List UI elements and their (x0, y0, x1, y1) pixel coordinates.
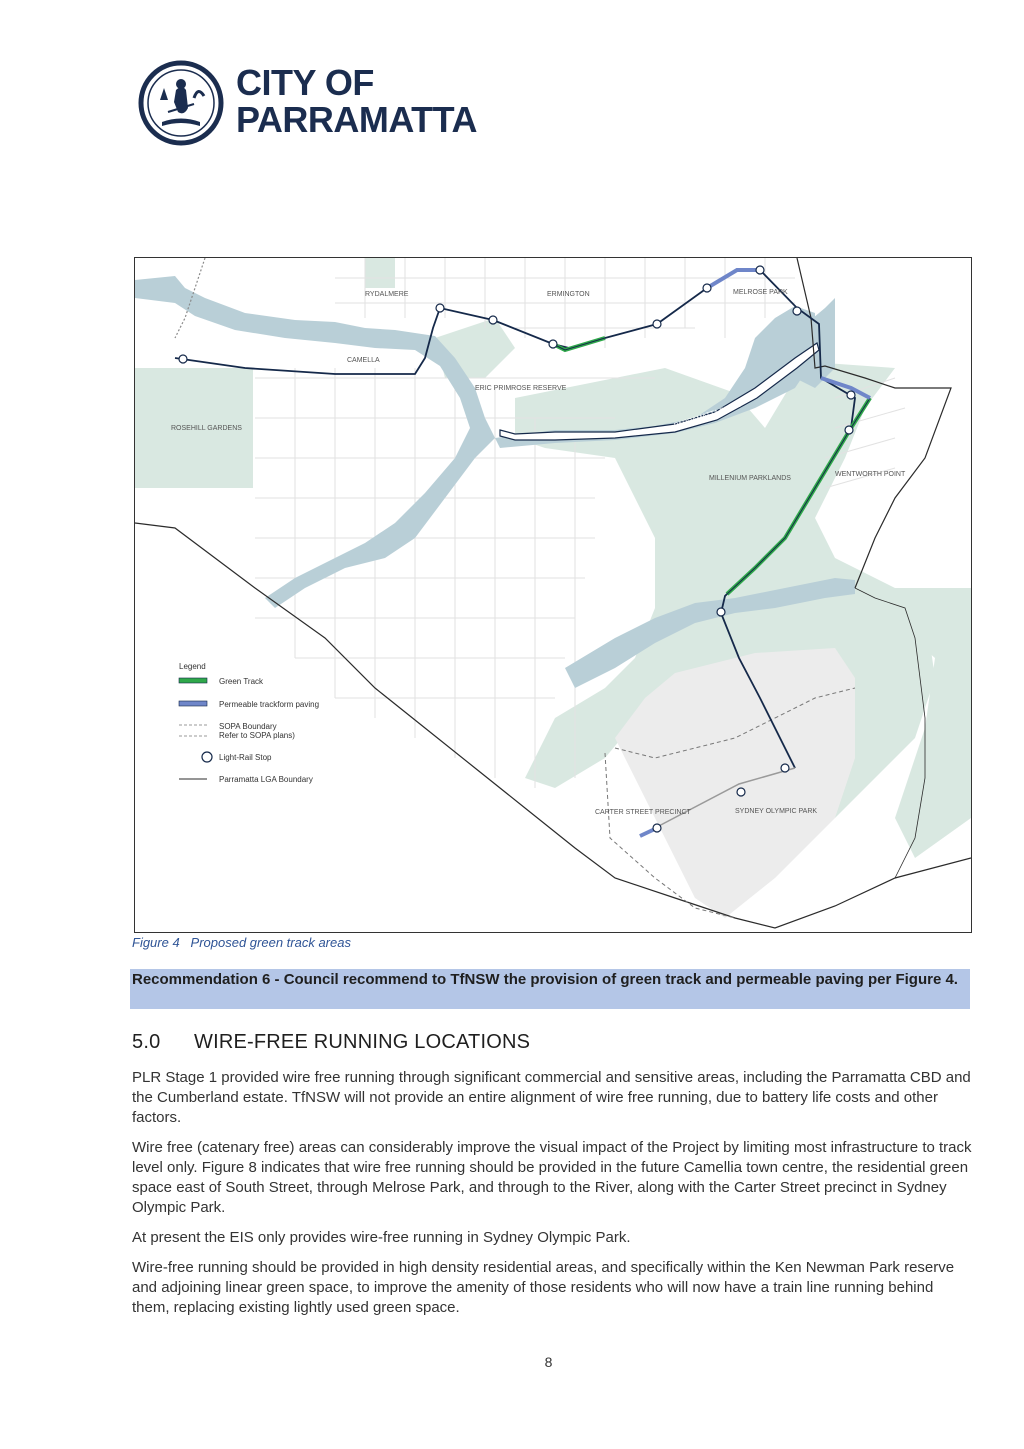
stop-rydalmere (436, 304, 444, 312)
paragraph-1: PLR Stage 1 provided wire free running through significant commercial and sensitive areas, including the Parramatta CBD and the Cumberland estate. TfNSW will not provide an entire alignment of wire free running, due to battery life costs and other factors. (132, 1069, 971, 1126)
stop-melrose-park (756, 266, 764, 274)
stop-rydalmere-east (489, 316, 497, 324)
legend-sopa-line1: SOPA Boundary (219, 722, 277, 731)
stop-wentworth-point-north (847, 391, 855, 399)
stop-ermington (549, 340, 557, 348)
city-seal-icon (138, 60, 224, 146)
legend-stop: Light-Rail Stop (219, 753, 272, 762)
stop-melrose-park-east (793, 307, 801, 315)
stop-haslams-creek (717, 608, 725, 616)
figure-caption (132, 935, 351, 950)
label-ermington: ERMINGTON (547, 291, 590, 298)
page-number: 8 (544, 1354, 553, 1370)
recommendation-text: Recommendation 6 - Council recommend to TfNSW the provision of green track and permeable paving per Figure 4. (132, 971, 958, 988)
stop-melrose-park-west (703, 284, 711, 292)
legend-lga: Parramatta LGA Boundary (219, 775, 313, 784)
green-track-map (134, 257, 972, 933)
legend-stop-swatch (202, 752, 212, 762)
map-svg (135, 258, 971, 932)
figure-caption-label: Figure 4 (132, 935, 180, 950)
logo-line-2: PARRAMATTA (236, 99, 477, 140)
stop-olympic-park-east (781, 764, 789, 772)
legend-permeable: Permeable trackform paving (219, 700, 320, 709)
label-millenium: MILLENIUM PARKLANDS (709, 475, 791, 482)
legend-green-track: Green Track (219, 677, 264, 686)
legend-sopa-swatch (179, 725, 207, 736)
label-camella: CAMELLA (347, 357, 380, 364)
logo-wordmark (236, 64, 477, 138)
paragraph-2: Wire free (catenary free) areas can considerably improve the visual impact of the Project by limiting most infrastructure to track level only. Figure 8 indicates that wire free running should be provided in the future Camellia town centre, the residential green space east of South Street, through Melrose Park, and through to the River, along with the Carter Street precinct in Sydney Olympic Park. (132, 1139, 972, 1216)
section-heading (132, 1031, 530, 1054)
label-rosehill: ROSEHILL GARDENS (171, 425, 242, 432)
section-title: WIRE-FREE RUNNING LOCATIONS (194, 1031, 531, 1053)
city-of-parramatta-logo (138, 60, 518, 146)
label-rydalmere: RYDALMERE (365, 291, 409, 298)
stop-olympic-park (737, 788, 745, 796)
label-sydney-olympic: SYDNEY OLYMPIC PARK (735, 808, 818, 815)
paragraph-4: Wire-free running should be provided in high density residential areas, and specifically within the Ken Newman Park reserve and adjoining linear green space, to improve the amenity of those residents who will now have a train line running behind them, replacing existing lightly used green space. (132, 1259, 955, 1316)
stop-ermington-east (653, 320, 661, 328)
figure-caption-text: Proposed green track areas (190, 935, 351, 950)
logo-line-1: CITY OF (236, 62, 374, 103)
paragraph-3: At present the EIS only provides wire-free running in Sydney Olympic Park. (132, 1229, 631, 1246)
label-eric-primrose: ERIC PRIMROSE RESERVE (475, 385, 567, 392)
small-park (365, 258, 395, 288)
map-legend (179, 662, 319, 784)
stop-wentworth-point (845, 426, 853, 434)
legend-green-swatch (179, 678, 207, 683)
legend-title: Legend (179, 662, 206, 671)
legend-permeable-swatch (179, 701, 207, 706)
legend-sopa-line2: Refer to SOPA plans) (219, 731, 295, 740)
label-carter-street: CARTER STREET PRECINCT (595, 809, 691, 816)
label-wentworth: WENTWORTH POINT (835, 471, 906, 478)
stop-camellia-west (179, 355, 187, 363)
label-melrose-park: MELROSE PARK (733, 289, 788, 296)
permeable-melrose (707, 270, 760, 288)
label-parramatta-river: PARRAMATTA RIVER (673, 401, 742, 430)
section-number: 5.0 (132, 1031, 161, 1053)
recommendation-box (130, 969, 970, 1009)
stop-carter-street (653, 824, 661, 832)
